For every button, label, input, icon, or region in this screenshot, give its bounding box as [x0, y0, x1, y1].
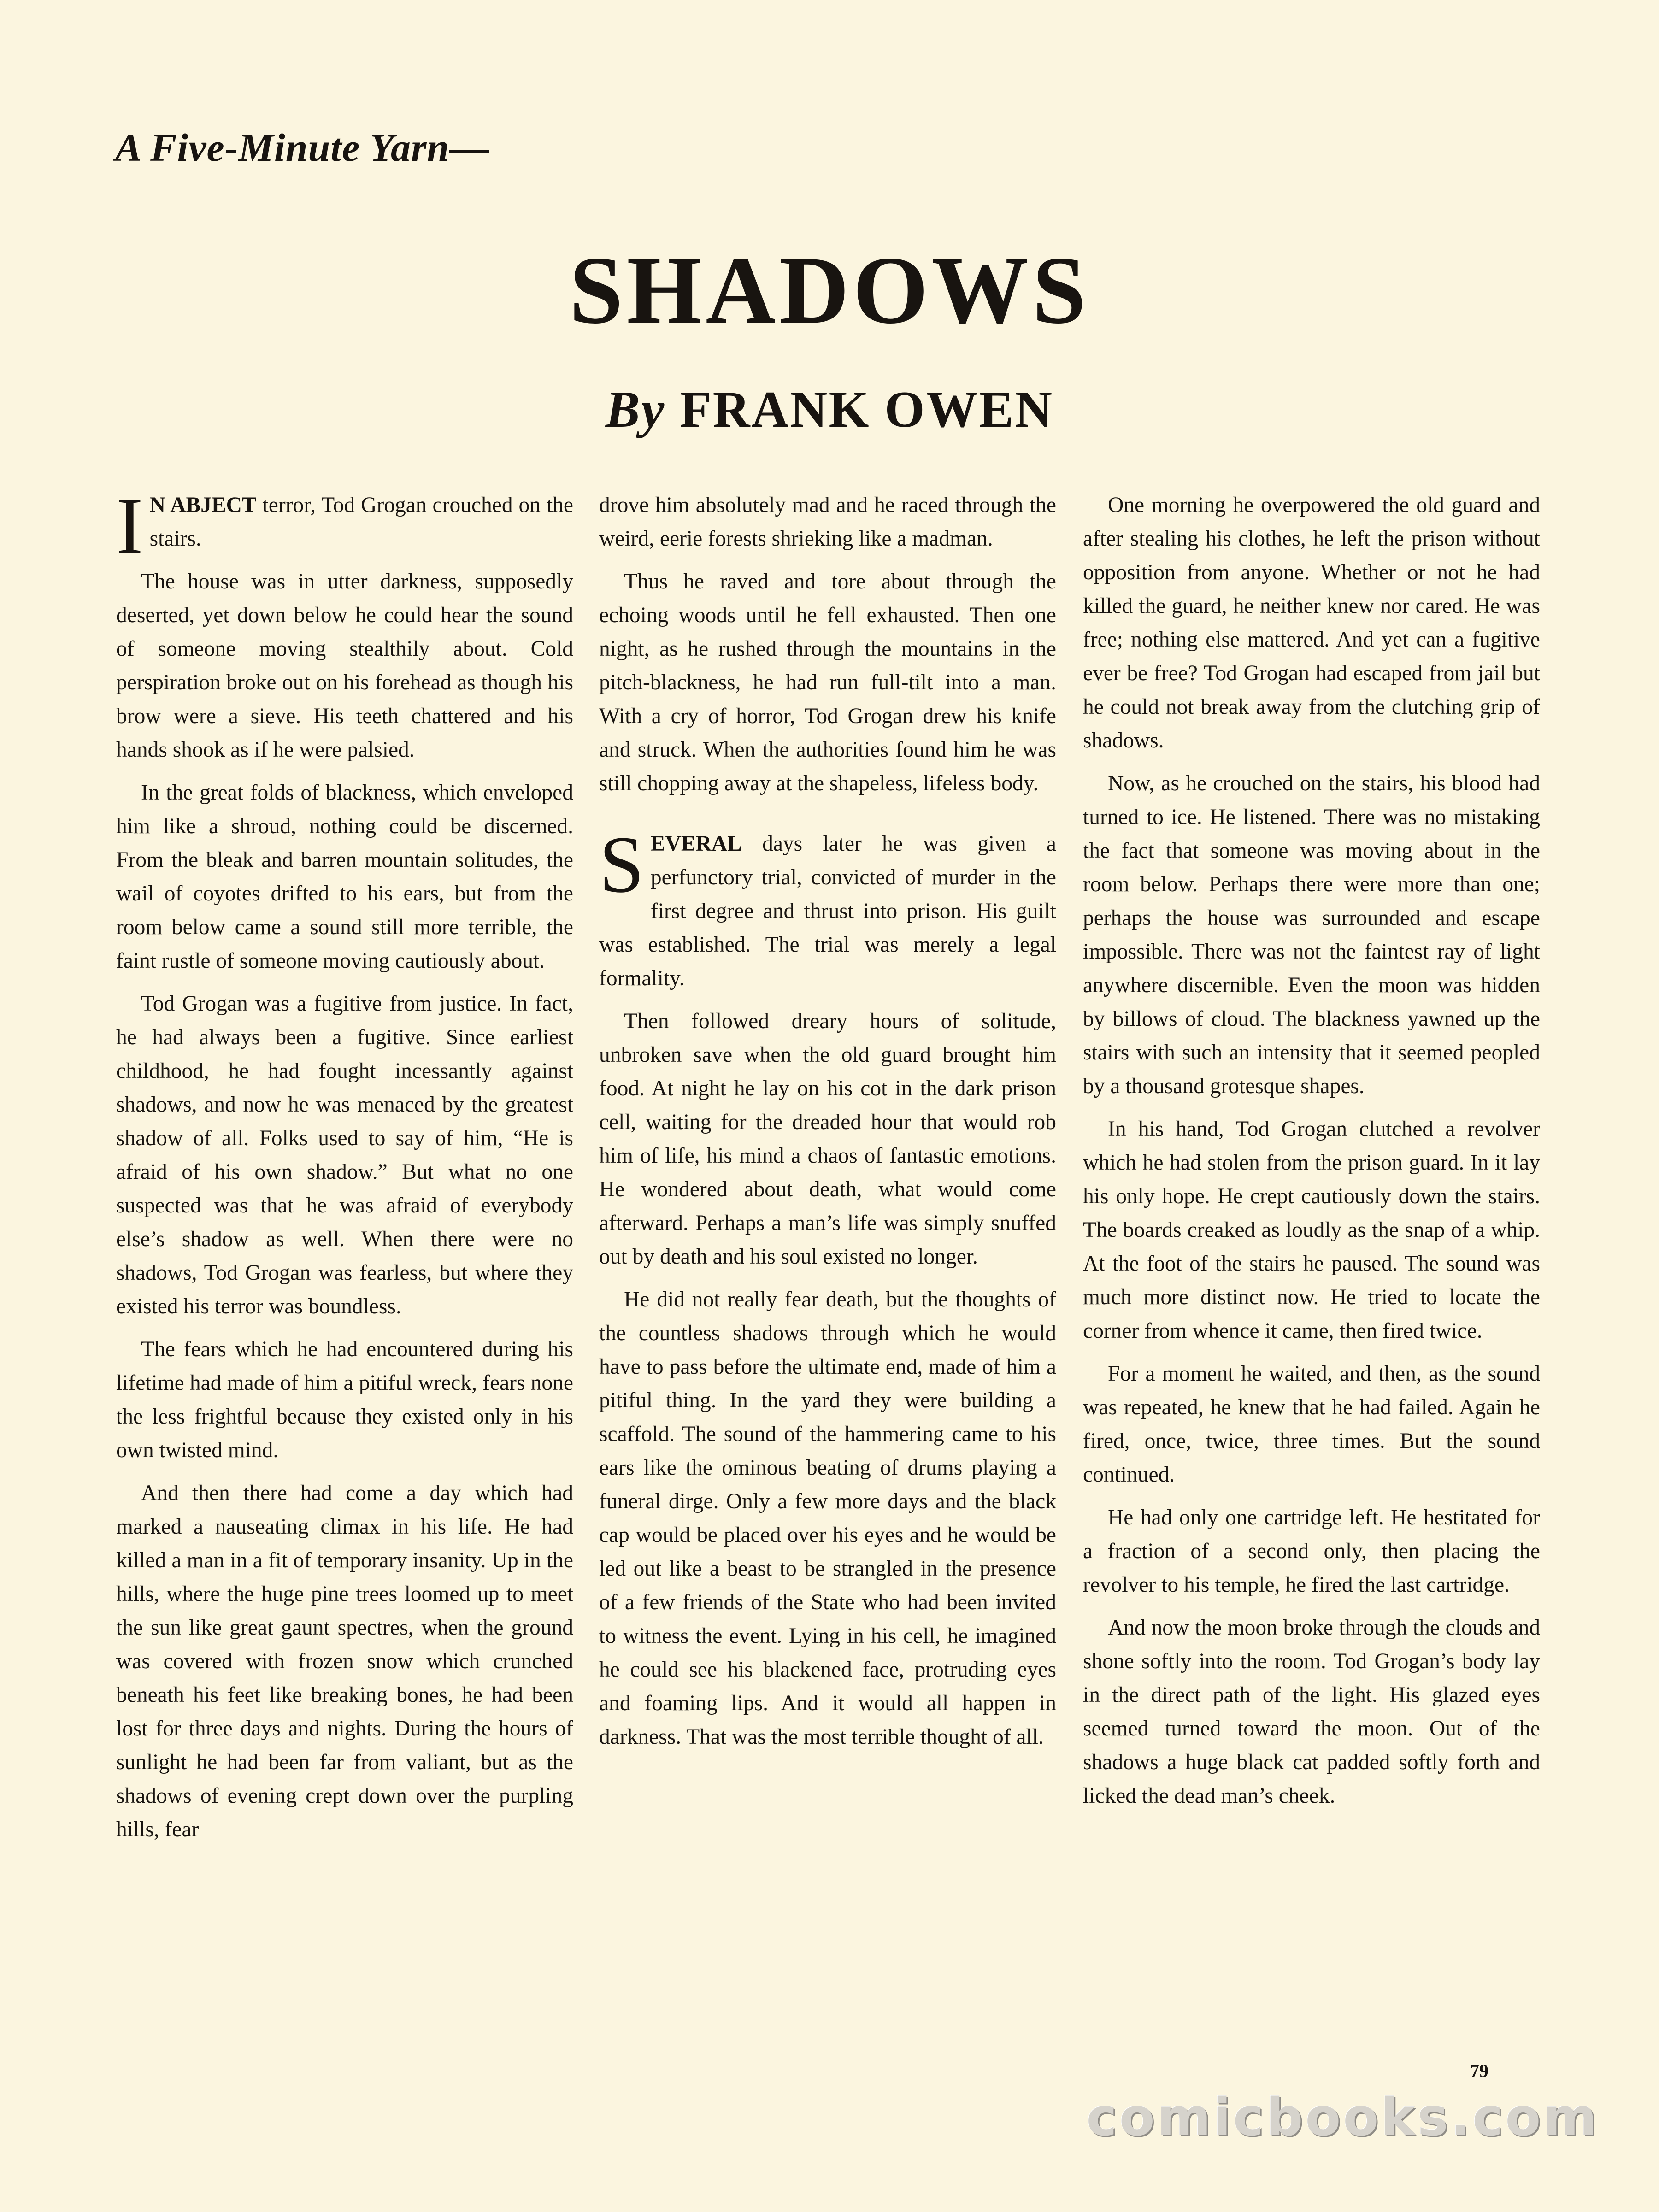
byline-author: FRANK OWEN — [680, 381, 1054, 438]
page-number: 79 — [1470, 2060, 1488, 2081]
site-watermark: comicbooks.com — [1086, 2088, 1599, 2147]
paragraph: In the great folds of blackness, which enveloped him like a shroud, nothing could be discerned. From the bleak and barren mountain solitudes, the wail of coyotes drifted to his ears, but from the room below came a sound still more terrible, the faint rustle of someone moving cautiously about. — [116, 781, 573, 973]
paragraph: For a moment he waited, and then, as the sound was repeated, he knew that he had failed. Again he fired, once, twice, three times. But the sound continued. — [1083, 1362, 1540, 1487]
paragraph: The house was in utter darkness, supposedly deserted, yet down below he could hear the sound of someone moving stealthily about. Cold perspiration broke out on his forehead as though his brow were a sieve. His teeth chattered and his hands shook as if he were palsied. — [116, 570, 573, 762]
paragraph: One morning he overpowered the old guard and after stealing his clothes, he left the prison without opposition from anyone. Whether or not he had killed the guard, he neither knew nor cared. He was free; nothing else mattered. And yet can a fugitive ever be free? Tod Grogan had escaped from jail but he could not break away from the clutching grip of shadows. — [1083, 493, 1540, 753]
lead-in: EVERAL — [650, 832, 742, 856]
paragraph — [116, 481, 573, 571]
story-title: SHADOWS — [569, 237, 1090, 344]
paragraph-text: terror, Tod Grogan crouched on the stairs. — [149, 493, 573, 551]
paragraph: Tod Grogan was a fugitive from justice. In fact, he had always been a fugitive. Since earliest childhood, he had fought incessantly against shadows, and now he was menaced by the greatest shadow of all. Folks used to say of him, “He is afraid of his own shadow.” But what no one suspected was that he was afraid of everybody else’s shadow as well. When there were no shadows, Tod Grogan was fearless, but where they existed his terror was boundless. — [116, 992, 573, 1318]
text-column-1 — [116, 481, 573, 1856]
paragraph: Then followed dreary hours of solitude, unbroken save when the old guard brought him food. At night he lay on his cot in the dark prison cell, waiting for the dreaded hour that would rob him of life, his mind a chaos of fantastic emotions. He wondered about death, what would come afterward. Perhaps a man’s life was simply snuffed out by death and his soul existed no longer. — [599, 1009, 1056, 1269]
paragraph: Now, as he crouched on the stairs, his blood had turned to ice. He listened. There was no mistaking the fact that someone was moving about in the room below. Perhaps there were more than one; perhaps the house was surrounded and escape impossible. There was not the faintest ray of light anywhere discernible. Even the moon was hidden by billows of cloud. The blackness yawned up the stairs with such an intensity that it seemed peopled by a thousand grotesque shapes. — [1083, 771, 1540, 1098]
paragraph: The fears which he had encountered during his lifetime had made of him a pitiful wreck, fears none the less frightful because they existed only in his own twisted mind. — [116, 1337, 573, 1462]
drop-cap: S — [599, 820, 644, 910]
paragraph: In his hand, Tod Grogan clutched a revolver which he had stolen from the prison guard. In it lay his only hope. He crept cautiously down the stairs. The boards creaked as loudly as the snap of a whip. At the foot of the stairs he paused. The sound was much more distinct now. He tried to locate the corner from whence it came, then fired twice. — [1083, 1117, 1540, 1343]
paragraph: And then there had come a day which had marked a nauseating climax in his life. He had killed a man in a fit of temporary insanity. Up in the hills, where the huge pine trees loomed up to meet the sun like great gaunt spectres, when the ground was covered with frozen snow which crunched beneath his feet like breaking bones, he had been lost for three days and nights. During the hours of sunlight he had been far from valiant, but as the shadows of evening crept down over the purpling hills, fear — [116, 1481, 573, 1841]
paragraph: drove him absolutely mad and he raced through the weird, eerie forests shrieking like a madman. — [599, 493, 1056, 551]
paragraph: And now the moon broke through the clouds and shone softly into the room. Tod Grogan’s body lay in the direct path of the light. His glazed eyes seemed turned toward the moon. Out of the shadows a huge black cat padded softly forth and licked the dead man’s cheek. — [1083, 1616, 1540, 1808]
lead-in: N ABJECT — [149, 493, 257, 517]
paragraph-text: days later he was given a perfunctory trial, convicted of murder in the first degree and thrust into prison. His guilt was established. The trial was merely a legal formality. — [599, 832, 1056, 990]
story-kicker: A Five-Minute Yarn— — [115, 125, 490, 170]
drop-cap: I — [116, 481, 143, 571]
paragraph: He did not really fear death, but the thoughts of the countless shadows through which he would have to pass before the ultimate end, made of him a pitiful thing. In the yard they were building a scaffold. The sound of the hammering came to his ears like the ominous beating of drums playing a funeral dirge. Only a few more days and the black cap would be placed over his eyes and he would be led out like a beast to be strangled in the presence of a few friends of the State who had been invited to witness the event. Lying in his cell, he imagined he could see his blackened face, protruding eyes and foaming lips. And it would all happen in darkness. That was the most terrible thought of all. — [599, 1288, 1056, 1749]
byline — [0, 380, 1659, 440]
paragraph: Thus he raved and tore about through the echoing woods until he fell exhausted. Then one night, as he rushed through the mountains in the pitch-blackness, he had run full-tilt into a man. With a cry of horror, Tod Grogan drew his knife and struck. When the authorities found him he was still chopping away at the shapeless, lifeless body. — [599, 570, 1056, 795]
text-column-3 — [1083, 488, 1540, 1822]
text-column-2 — [599, 488, 1056, 1763]
section-paragraph — [599, 820, 1056, 995]
paragraph: He had only one cartridge left. He hestitated for a fraction of a second only, then placing the revolver to his temple, he fired the last cartridge. — [1083, 1506, 1540, 1597]
byline-by: By — [605, 381, 666, 438]
